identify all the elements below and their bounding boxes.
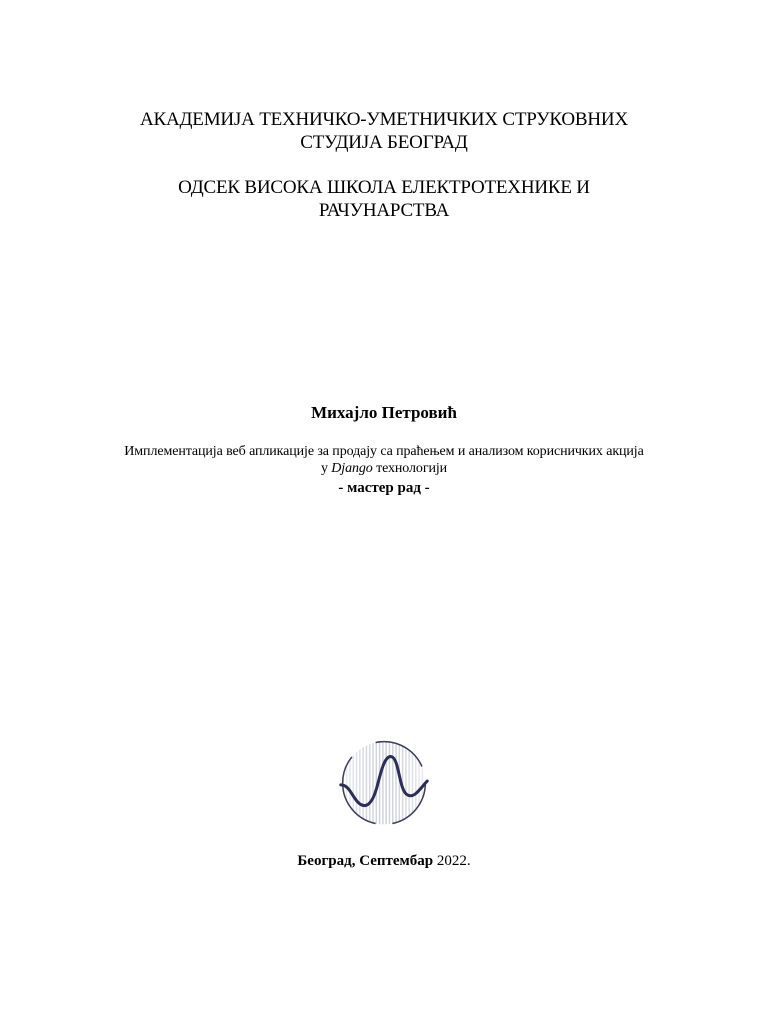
thesis-title-suffix: технологији [372,461,448,476]
logo-stripe [382,736,384,830]
logo-stripe [362,736,364,830]
logo-stripe [389,736,391,830]
place-date [0,853,768,870]
author-name: Михајло Петровић [311,403,457,422]
department-line-2: РАЧУНАРСТВА [318,200,450,221]
thesis-title-line-2 [0,460,768,477]
logo-stripe [422,736,424,830]
thesis-title-line-1: Имплементација веб апликације за продају са праћењем и анализом корисничких акција [124,444,644,459]
logo-stripe [356,736,358,830]
institution-line-2: СТУДИЈА БЕОГРАД [300,132,468,153]
thesis-type: - мастер рад - [338,480,430,496]
logo-stripe [372,736,374,830]
year: 2022. [433,853,471,869]
logo-stripes [343,736,427,830]
logo-stripe [392,736,394,830]
logo-stripe [415,736,417,830]
logo-stripe [395,736,397,830]
logo-stripe [366,736,368,830]
wave-circle-logo-icon [337,736,431,830]
logo-stripe [353,736,355,830]
place-month: Београд, Септембар [297,853,434,869]
logo-stripe [369,736,371,830]
logo-stripe [412,736,414,830]
logo-stripe [385,736,387,830]
logo-stripe [405,736,407,830]
logo-stripe [418,736,420,830]
logo-stripe [349,736,351,830]
institution-line-1: АКАДЕМИЈА ТЕХНИЧКО-УМЕТНИЧКИХ СТРУКОВНИХ [140,109,628,130]
logo-stripe [346,736,348,830]
thesis-title-technology: Django [331,461,373,476]
thesis-title-prefix: у [320,461,332,476]
department-line-1: ОДСЕК ВИСОКА ШКОЛА ЕЛЕКТРОТЕХНИКЕ И [178,177,590,198]
